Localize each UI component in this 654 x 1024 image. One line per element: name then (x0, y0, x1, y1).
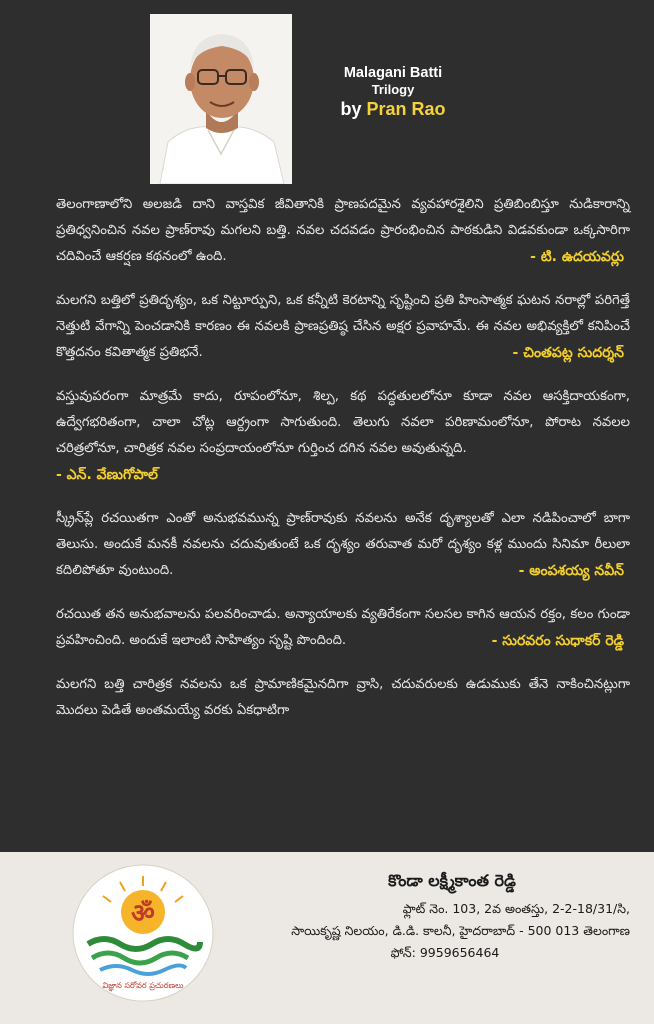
om-symbol: ॐ (131, 899, 155, 929)
book-subtitle: Trilogy (371, 82, 415, 97)
reviewer-name: - అంపశయ్య నవీన్ (518, 563, 624, 579)
review-6 (56, 672, 630, 724)
book-title: Malagani Batti (343, 65, 443, 81)
author-name: Pran Rao (366, 99, 446, 119)
publisher-phone: ఫోన్: 9959656464 (390, 945, 500, 960)
author-line (318, 98, 468, 120)
review-text: వస్తువుపరంగా మాత్రమే కాదు, రూపంలోనూ, శిల్ప, కథ పద్ధతులలోనూ కూడా నవల ఆసక్తిదాయకంగా, ఉద్వేగభరితంగా, చాలా చోట్ల ఆర్ద్రంగా సాగుతుంది. తెలుగు నవలా పరిణామంలోనూ, పోరాట నవలల చరిత్రలోనూ, చారిత్రక నవల సంప్రదాయంలోనూ గుర్తించ దగిన నవల అవుతున్నది. (56, 389, 630, 456)
author-photo (150, 14, 292, 184)
review-text: మలగని బత్తి చారిత్రక నవలను ఒక ప్రామాణికమైనదిగా వ్రాసి, చదువరులకు ఉడుముకు తేనె నాకించినట్లుగా మొదలు పెడితే అంతమయ్యే వరకు ఏకధాటిగా (56, 677, 630, 718)
publisher-address-line2: సాయికృష్ణ నిలయం, డి.డి. కాలనీ, హైదరాబాద్ - 500 013 తెలంగాణ (291, 923, 630, 938)
review-text: మలగని బత్తిలో ప్రతిదృశ్యం, ఒక నిట్టూర్పుని, ఒక కన్నీటి కెరటాన్ని సృష్టించి ప్రతి హింసాత్మక ఘటన నరాల్లో పరిగెత్తే నెత్తుటి వేగాన్ని పెంచడానికి కారణం ఈ నవలకి ప్రాణప్రతిష్ఠ చేసిన అక్షర ప్రవాహమే. ఈ నవల అభివ్యక్తిలో కనిపించే కొత్తదనం కవితాత్మక ప్రతిభనే. (56, 293, 630, 360)
reviews-section (56, 192, 630, 724)
publisher-info (230, 870, 634, 964)
reviewer-name: - చింతపట్ల సుదర్శన్ (512, 345, 624, 361)
review-4 (56, 506, 630, 584)
reviewer-name: - టి. ఉదయవర్లు (530, 249, 624, 265)
review-2 (56, 288, 630, 366)
logo-caption: విజ్ఞాన సరోవర ప్రచురణలు (102, 981, 184, 990)
review-text: రచయిత తన అనుభవాలను పలవరించాడు. అన్యాయాలకు వ్యతిరేకంగా సలసల కాగిన ఆయన రక్తం, కలం గుండా ప్రవహించింది. అందుకే ఇలాంటి సాహిత్యం సృష్టి పొందింది. (56, 607, 630, 648)
publisher-address-line1: ఫ్లాట్ నెం. 103, 2వ అంతస్తు, 2-2-18/31/సి, (402, 901, 630, 916)
reviewer-name: - ఎన్. వేణుగోపాల్ (56, 467, 158, 483)
book-title-block (318, 64, 468, 120)
review-text: తెలంగాణాలోని అలజడి దాని వాస్తవిక జీవితానికి ప్రాణపదమైన వ్యవహారశైలిని ప్రతిబింబిస్తూ నుడికారాన్ని ప్రతిధ్వనించిన నవల ప్రాణ్‌రావు మగలని బత్తి. నవల చదవడం ప్రారంభించిన పాఠకుడిని విడవకుండా ఒక్కసారిగా చదివించే ఆకర్షణ కథనంలో ఉంది. (56, 197, 630, 264)
publisher-name: కొండా లక్ష్మీకాంత రెడ్డి (388, 871, 516, 890)
publisher-footer (0, 852, 654, 1024)
reviewer-name: - సురవరం సుధాకర్ రెడ్డి (491, 633, 624, 649)
publisher-logo (70, 862, 216, 1004)
review-text: స్క్రీన్‌ప్లే రచయితగా ఎంతో అనుభవమున్న ప్రాణ్‌రావుకు నవలను అనేక దృశ్యాలతో ఎలా నడిపించాలో బాగా తెలుసు. అందుకే మనకీ నవలను చదువుతుంటే ఒక దృశ్యం తరువాత మరో దృశ్యం కళ్ల ముందు సినిమా రీలులా కదిలిపోతూ వుంటుంది. (56, 511, 630, 578)
review-1 (56, 192, 630, 270)
review-5 (56, 602, 630, 654)
review-3 (56, 384, 630, 488)
by-label: by (340, 99, 362, 119)
